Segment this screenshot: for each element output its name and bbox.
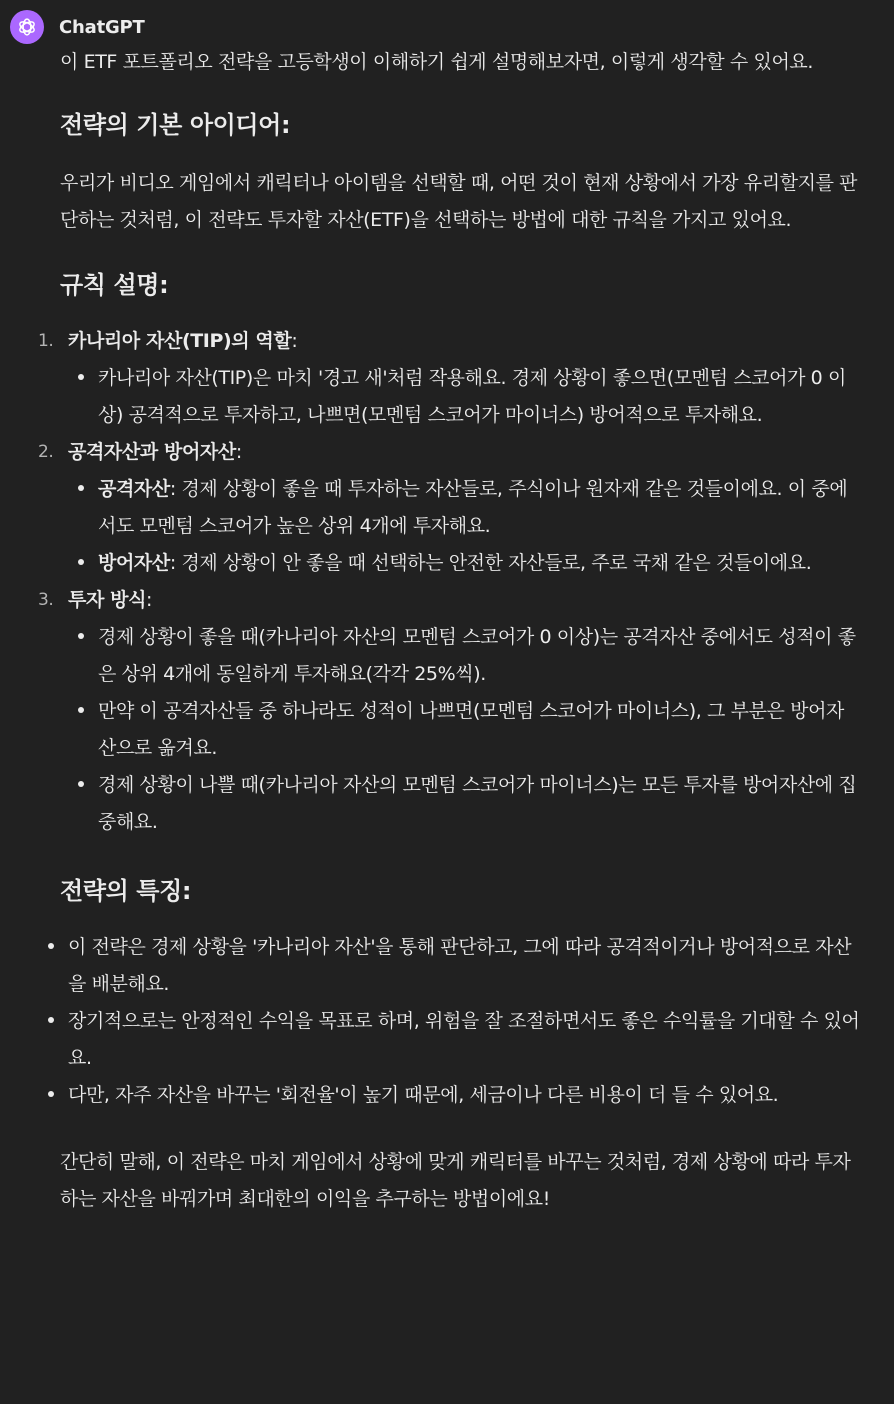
rule-colon: : <box>235 441 242 463</box>
rules-heading: 규칙 설명: <box>60 271 169 299</box>
rule-number: 3. <box>38 590 54 610</box>
intro-paragraph: 이 ETF 포트폴리오 전략을 고등학생이 이해하기 쉽게 설명해보자면, 이렇게 생각할 수 있어요. <box>60 51 813 73</box>
rule-bullets <box>68 471 860 582</box>
rule-bullet-strong: 방어자산 <box>98 552 170 574</box>
rule-bullet <box>68 693 860 767</box>
rule-bullets <box>68 360 860 434</box>
rule-item <box>30 434 860 582</box>
rule-title: 카나리아 자산(TIP)의 역할 <box>68 330 292 352</box>
features-heading: 전략의 특징: <box>60 877 192 905</box>
rule-colon: : <box>146 589 153 611</box>
feature-item: 이 전략은 경제 상황을 '카나리아 자산'을 통해 판단하고, 그에 따라 공격적이거나 방어적으로 자산을 배분해요. <box>38 929 860 1003</box>
message-header <box>10 10 145 44</box>
rule-title: 투자 방식 <box>68 589 147 611</box>
chatgpt-avatar <box>10 10 44 44</box>
rule-bullet <box>68 471 860 545</box>
rule-bullet-text: 카나리아 자산(TIP)은 마치 '경고 새'처럼 작용해요. 경제 상황이 좋으면(모멘텀 스코어가 0 이상) 공격적으로 투자하고, 나쁘면(모멘텀 스코어가 마이너스) 방어적으로 투자해요. <box>98 367 846 426</box>
feature-item: 장기적으로는 안정적인 수익을 목표로 하며, 위험을 잘 조절하면서도 좋은 수익률을 기대할 수 있어요. <box>38 1003 860 1077</box>
rule-bullet <box>68 360 860 434</box>
rule-bullet-text: 만약 이 공격자산들 중 하나라도 성적이 나쁘면(모멘텀 스코어가 마이너스), 그 부분은 방어자산으로 옮겨요. <box>98 700 844 759</box>
rule-number: 2. <box>38 442 54 462</box>
idea-heading: 전략의 기본 아이디어: <box>60 111 291 139</box>
features-list <box>38 929 860 1114</box>
sender-name: ChatGPT <box>59 16 145 38</box>
rule-item <box>30 323 860 434</box>
rule-bullet-strong: 공격자산 <box>98 478 170 500</box>
rule-bullet-text: : 경제 상황이 좋을 때 투자하는 자산들로, 주식이나 원자재 같은 것들이에요. 이 중에서도 모멘텀 스코어가 높은 상위 4개에 투자해요. <box>98 478 848 537</box>
rule-bullet-text: : 경제 상황이 안 좋을 때 선택하는 안전한 자산들로, 주로 국채 같은 것들이에요. <box>169 552 812 574</box>
rule-bullet-text: 경제 상황이 나쁠 때(카나리아 자산의 모멘텀 스코어가 마이너스)는 모든 투자를 방어자산에 집중해요. <box>98 774 857 833</box>
idea-paragraph: 우리가 비디오 게임에서 캐릭터나 아이템을 선택할 때, 어떤 것이 현재 상황에서 가장 유리할지를 판단하는 것처럼, 이 전략도 투자할 자산(ETF)을 선택하는 방법에 대한 규칙을 가지고 있어요. <box>60 172 858 231</box>
rule-bullet <box>68 545 860 582</box>
rule-bullet <box>68 619 860 693</box>
rule-bullets <box>68 619 860 841</box>
rule-bullet-text: 경제 상황이 좋을 때(카나리아 자산의 모멘텀 스코어가 0 이상)는 공격자산 중에서도 성적이 좋은 상위 4개에 동일하게 투자해요(각각 25%씩). <box>98 626 856 685</box>
rule-item <box>30 582 860 841</box>
rule-number: 1. <box>38 331 54 351</box>
summary-paragraph: 간단히 말해, 이 전략은 마치 게임에서 상황에 맞게 캐릭터를 바꾸는 것처럼, 경제 상황에 따라 투자하는 자산을 바꿔가며 최대한의 이익을 추구하는 방법이에요! <box>60 1151 851 1210</box>
rule-title: 공격자산과 방어자산 <box>68 441 236 463</box>
openai-logo-icon <box>16 16 38 38</box>
feature-item: 다만, 자주 자산을 바꾸는 '회전율'이 높기 때문에, 세금이나 다른 비용이 더 들 수 있어요. <box>38 1077 860 1114</box>
rules-list <box>30 323 860 841</box>
rule-bullet <box>68 767 860 841</box>
message-body <box>38 44 860 1218</box>
rule-colon: : <box>291 330 298 352</box>
